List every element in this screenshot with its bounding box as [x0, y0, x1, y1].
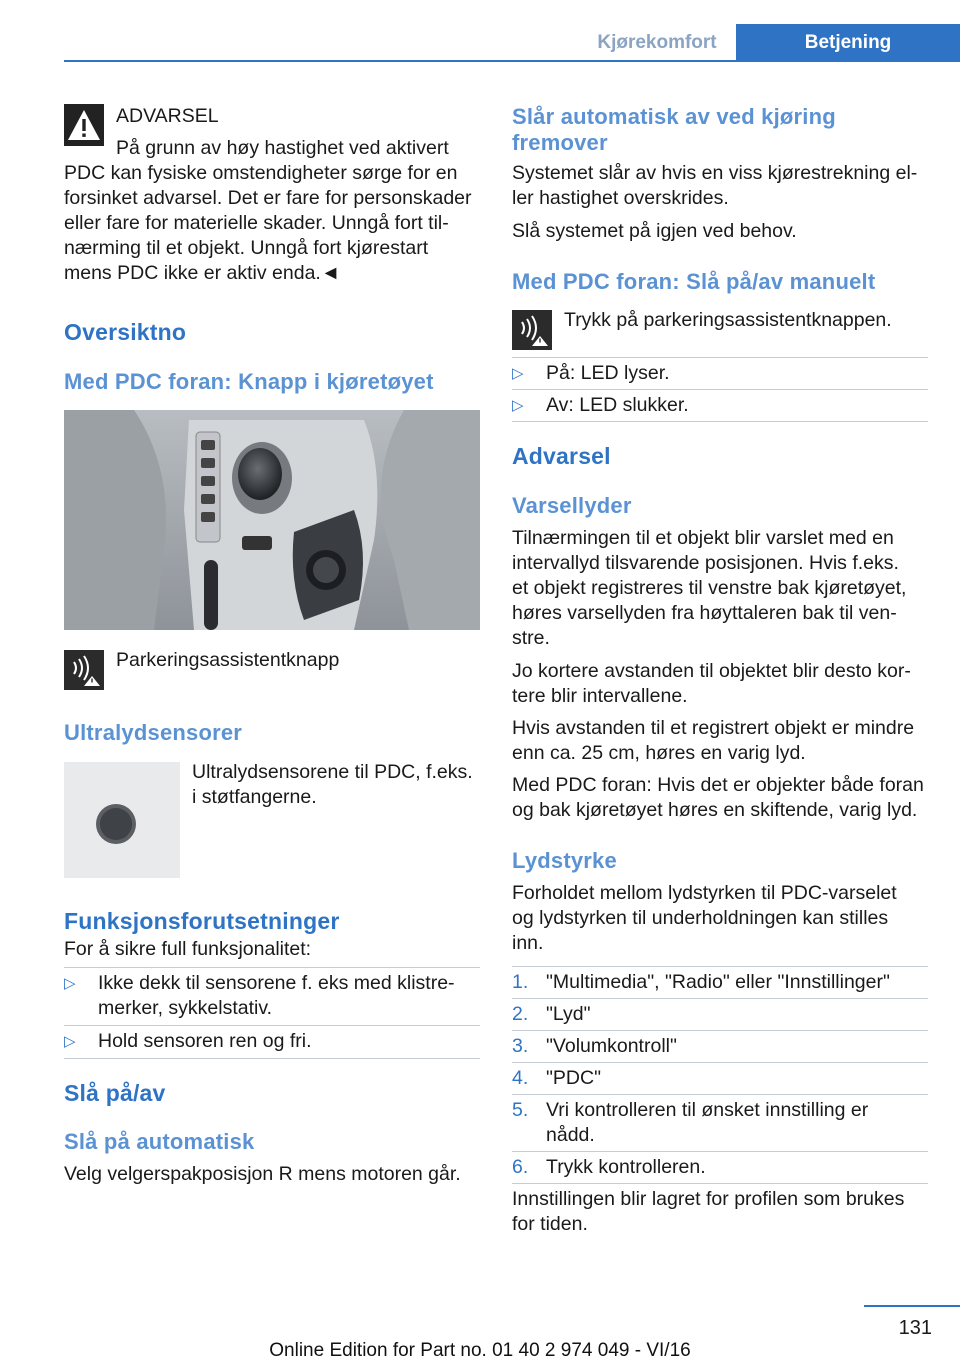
text-line: Systemet slår av hvis en viss kjørestrekning el-	[512, 162, 918, 184]
header-section-tab: Kjørekomfort	[578, 24, 736, 62]
triangle-bullet-icon: ▷	[64, 975, 76, 992]
auto-heading: Slå på automatisk	[64, 1129, 255, 1154]
text-line: Tilnærmingen til et objekt blir varslet med en	[512, 527, 894, 549]
sensors-line: Ultralydsensorene til PDC, f.eks.	[192, 761, 473, 783]
step-line: Trykk kontrolleren.	[546, 1156, 706, 1178]
parking-assist-button-icon	[64, 650, 104, 690]
page-number: 131	[898, 1317, 932, 1339]
sounds-text-4	[512, 773, 932, 823]
text-line: og lydstyrken til underholdningen kan stilles	[512, 907, 889, 929]
manual-text: Trykk på parkeringsassistentknappen.	[564, 309, 892, 331]
warning-icon-box	[64, 104, 104, 146]
step-number: 6.	[512, 1156, 529, 1178]
warning-line: mens PDC ikke er aktiv enda.◄	[64, 262, 341, 284]
text-line: og bak kjøretøyet høres en skiftende, varig lyd.	[512, 799, 918, 821]
parking-assist-button-icon-wrap	[64, 650, 104, 690]
warning-line: nærming til et objekt. Unngå fort kjørestart	[64, 237, 429, 259]
separator	[512, 1094, 928, 1095]
step-number: 1.	[512, 971, 529, 993]
step-number: 4.	[512, 1067, 529, 1089]
right-column	[512, 0, 928, 1300]
warning-heading: Advarsel	[512, 443, 611, 469]
manual-bullet	[512, 361, 928, 386]
sensors-heading: Ultralydsensorer	[64, 720, 243, 745]
functions-bullet	[64, 1029, 480, 1054]
step-item	[512, 1066, 928, 1091]
separator	[512, 998, 928, 999]
step-item	[512, 970, 928, 995]
text-line: Innstillingen blir lagret for profilen som brukes	[512, 1188, 905, 1210]
step-item	[512, 1034, 928, 1059]
warning-line: forsinket advarsel. Det er fare for personskader	[64, 187, 472, 209]
triangle-bullet-icon: ▷	[512, 365, 524, 382]
step-line: "Multimedia", "Radio" eller "Innstillinger"	[546, 971, 890, 993]
button-heading: Med PDC foran: Knapp i kjøretøyet	[64, 369, 434, 394]
sounds-text-3	[512, 716, 932, 766]
bullet-line: På: LED lyser.	[546, 362, 670, 384]
text-line: tere blir intervallene.	[512, 685, 688, 707]
warning-text	[64, 161, 484, 286]
text-line: Jo kortere avstanden til objektet blir desto kor-	[512, 660, 911, 682]
step-line: "Volumkontroll"	[546, 1035, 677, 1057]
separator	[64, 1058, 480, 1059]
functions-bullet	[64, 971, 480, 1021]
separator	[64, 1025, 480, 1026]
text-line: inn.	[512, 932, 544, 954]
text-line: for tiden.	[512, 1213, 588, 1235]
text-line: enn ca. 25 cm, høres en varig lyd.	[512, 742, 806, 764]
sensors-line: i støtfangerne.	[192, 786, 317, 808]
step-line: nådd.	[546, 1124, 595, 1146]
text-line: høres varsellyden fra høyttaleren bak til ven-	[512, 602, 897, 624]
left-column	[64, 0, 480, 1300]
volume-heading: Lydstyrke	[512, 848, 617, 873]
step-line: "Lyd"	[546, 1003, 591, 1025]
step-number: 2.	[512, 1003, 529, 1025]
separator	[512, 1062, 928, 1063]
manual-heading: Med PDC foran: Slå på/av manuelt	[512, 269, 876, 294]
triangle-bullet-icon: ▷	[512, 397, 524, 414]
step-item	[512, 1002, 928, 1027]
text-line: et objekt registreres til venstre bak kjøretøyet,	[512, 577, 907, 599]
sounds-heading: Varsellyder	[512, 493, 632, 518]
step-line: Vri kontrolleren til ønsket innstilling er	[546, 1099, 869, 1121]
functions-intro: For å sikre full funksjonalitet:	[64, 938, 312, 960]
separator	[512, 357, 928, 358]
auto-off-heading	[512, 104, 928, 156]
volume-text	[512, 881, 932, 956]
separator	[512, 421, 928, 422]
warning-triangle-icon	[64, 104, 104, 146]
bullet-line: Hold sensoren ren og fri.	[98, 1030, 312, 1052]
bullet-line: Ikke dekk til sensorene f. eks med klistre-	[98, 972, 455, 994]
manual-bullet	[512, 393, 928, 418]
text-line: Hvis avstanden til et registrert objekt er mindre	[512, 717, 915, 739]
step-item	[512, 1155, 928, 1180]
separator	[512, 389, 928, 390]
separator	[64, 967, 480, 968]
text-line: Forholdet mellom lydstyrken til PDC-varselet	[512, 882, 897, 904]
separator	[512, 1151, 928, 1152]
parking-assist-button-icon	[512, 310, 552, 350]
warning-line: eller fare for materielle skader. Unngå fort til-	[64, 212, 449, 234]
text-line: stre.	[512, 627, 550, 649]
heading-line: Slår automatisk av ved kjøring	[512, 104, 836, 129]
separator	[512, 1183, 928, 1184]
step-number: 5.	[512, 1099, 529, 1121]
header-chapter-tab: Betjening	[736, 24, 960, 62]
triangle-bullet-icon: ▷	[64, 1033, 76, 1050]
footer-edition: Online Edition for Part no. 01 40 2 974 049 - VI/16	[269, 1340, 691, 1361]
text-line: ler hastighet overskrides.	[512, 187, 729, 209]
step-number: 3.	[512, 1035, 529, 1057]
separator	[512, 1030, 928, 1031]
step-item	[512, 1098, 928, 1148]
auto-off-text	[512, 161, 932, 211]
switch-heading: Slå på/av	[64, 1080, 166, 1106]
auto-off-text2: Slå systemet på igjen ved behov.	[512, 220, 797, 242]
footer-rule	[864, 1305, 960, 1307]
text-line: Med PDC foran: Hvis det er objekter både foran	[512, 774, 924, 796]
sounds-text	[512, 526, 932, 651]
parking-assist-button-icon-wrap	[512, 310, 552, 350]
heading-line: fremover	[512, 130, 608, 155]
bullet-line: merker, sykkelstativ.	[98, 997, 273, 1019]
auto-text: Velg velgerspakposisjon R mens motoren går.	[64, 1163, 461, 1185]
sensors-text	[192, 760, 492, 810]
button-caption: Parkeringsassistentknapp	[116, 649, 340, 671]
bullet-line: Av: LED slukker.	[546, 394, 689, 416]
warning-line: PDC kan fysiske omstendigheter sørge for en	[64, 162, 458, 184]
text-line: intervallyd tilsvarende posisjonen. Hvis f.eks.	[512, 552, 899, 574]
separator	[512, 966, 928, 967]
ultrasonic-sensor-image	[64, 762, 180, 878]
step-line: "PDC"	[546, 1067, 602, 1089]
sounds-text-2	[512, 659, 932, 709]
warning-title: ADVARSEL	[116, 105, 219, 127]
center-console-photo	[64, 410, 480, 630]
functions-heading: Funksjonsforutsetninger	[64, 908, 340, 934]
overview-heading: Oversiktno	[64, 319, 187, 345]
closing-text	[512, 1187, 932, 1237]
warning-first-line: På grunn av høy hastighet ved aktivert	[116, 137, 449, 159]
